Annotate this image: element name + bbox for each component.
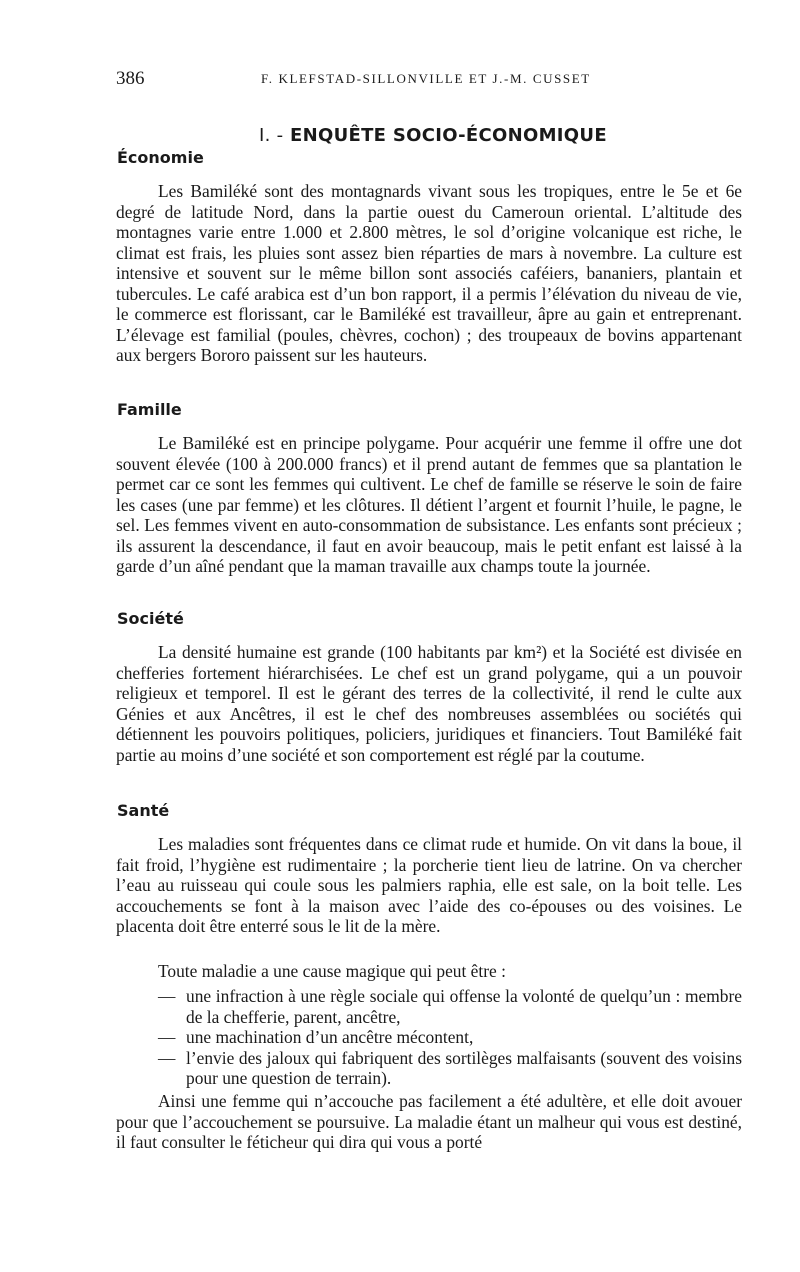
page-header [116,68,741,94]
cause-list [158,986,742,1089]
list-item [158,1048,742,1089]
heading-famille: Famille [117,400,182,419]
heading-societe: Société [117,609,184,628]
section-number: I. - [259,125,284,146]
paragraph-sante-closing: Ainsi une femme qui n’accouche pas facilement a été adultère, et elle doit avouer pour que l’accouchement se poursuive. La maladie étant un malheur qui vous est destiné, il faut consulter le féticheur qui dira qui vous a porté [116,1091,742,1153]
list-dash: — [158,1047,176,1068]
list-item-text: une infraction à une règle sociale qui offense la volonté de quelqu’un : membre de la chefferie, parent, ancêtre, [186,986,742,1027]
running-head: F. KLEFSTAD-SILLONVILLE ET J.-M. CUSSET [261,71,591,86]
list-item [158,1027,742,1048]
page-number: 386 [116,68,145,89]
paragraph-societe: La densité humaine est grande (100 habitants par km²) et la Société est divisée en chefferies fortement hiérarchisées. Le chef est un grand polygame, qui a un pouvoir religieux et temporel. Il est le gérant des terres de la collectivité, il rend le culte aux Génies et aux Ancêtres, il est le chef des nombreuses assemblées ou sociétés qui détiennent les pouvoirs politiques, policiers, juridiques et financiers. Tout Bamiléké fait partie au moins d’une société et son comportement est réglé par la coutume. [116,642,742,765]
paragraph-sante-intro: Toute maladie a une cause magique qui peut être : [158,961,506,982]
heading-economie: Économie [117,148,204,167]
list-item-text: une machination d’un ancêtre mécontent, [186,1027,474,1047]
paragraph-famille: Le Bamiléké est en principe polygame. Pour acquérir une femme il offre une dot souvent élevée (100 à 200.000 francs) et il prend autant de femmes que sa plantation le permet car ce sont les femmes qui cultivent. Le chef de famille se réserve le soin de faire les cases (une par femme) et les clôtures. Il détient l’argent et fournit l’huile, le pagne, le sel. Les femmes vivent en auto-consommation de subsistance. Les enfants sont précieux ; ils assurent la descendance, il faut en avoir beaucoup, mais le petit enfant est laissé à la garde d’un aîné pendant que la maman travaille aux champs toute la journée. [116,433,742,577]
paragraph-economie: Les Bamiléké sont des montagnards vivant sous les tropiques, entre le 5e et 6e degré de latitude Nord, dans la partie ouest du Cameroun oriental. L’altitude des montagnes varie entre 1.000 et 2.800 mètres, le sol d’origine volcanique est riche, le climat est frais, les pluies sont assez bien réparties de mars à novembre. La culture est intensive et souvent sur le même billon sont associés caféiers, bananiers, plantain et tubercules. Le café arabica est d’un bon rapport, il a permis l’élévation du niveau de vie, le commerce est florissant, car le Bamiléké est travailleur, âpre au gain et entreprenant. L’élevage est familial (poules, chèvres, cochon) ; des troupeaux de bovins appartenant aux bergers Bororo paissent sur les hauteurs. [116,181,742,366]
paragraph-sante: Les maladies sont fréquentes dans ce climat rude et humide. On vit dans la boue, il fait froid, l’hygiène est rudimentaire ; la porcherie tient lieu de latrine. On va chercher l’eau au ruisseau qui coule sous les palmiers raphia, elle est sale, on la boit telle. Les accouchements se font à la maison avec l’aide des co-épouses ou des voisines. Le placenta doit être enterré sous le lit de la mère. [116,834,742,937]
list-dash: — [158,986,176,1006]
section-title-text: ENQUÊTE SOCIO-ÉCONOMIQUE [290,125,607,146]
list-dash: — [158,1027,176,1047]
heading-sante: Santé [117,801,170,820]
section-title [259,125,607,146]
list-item-text: l’envie des jaloux qui fabriquent des sortilèges malfaisants (souvent des voisins pour une question de terrain). [186,1047,742,1088]
list-item [158,986,742,1027]
